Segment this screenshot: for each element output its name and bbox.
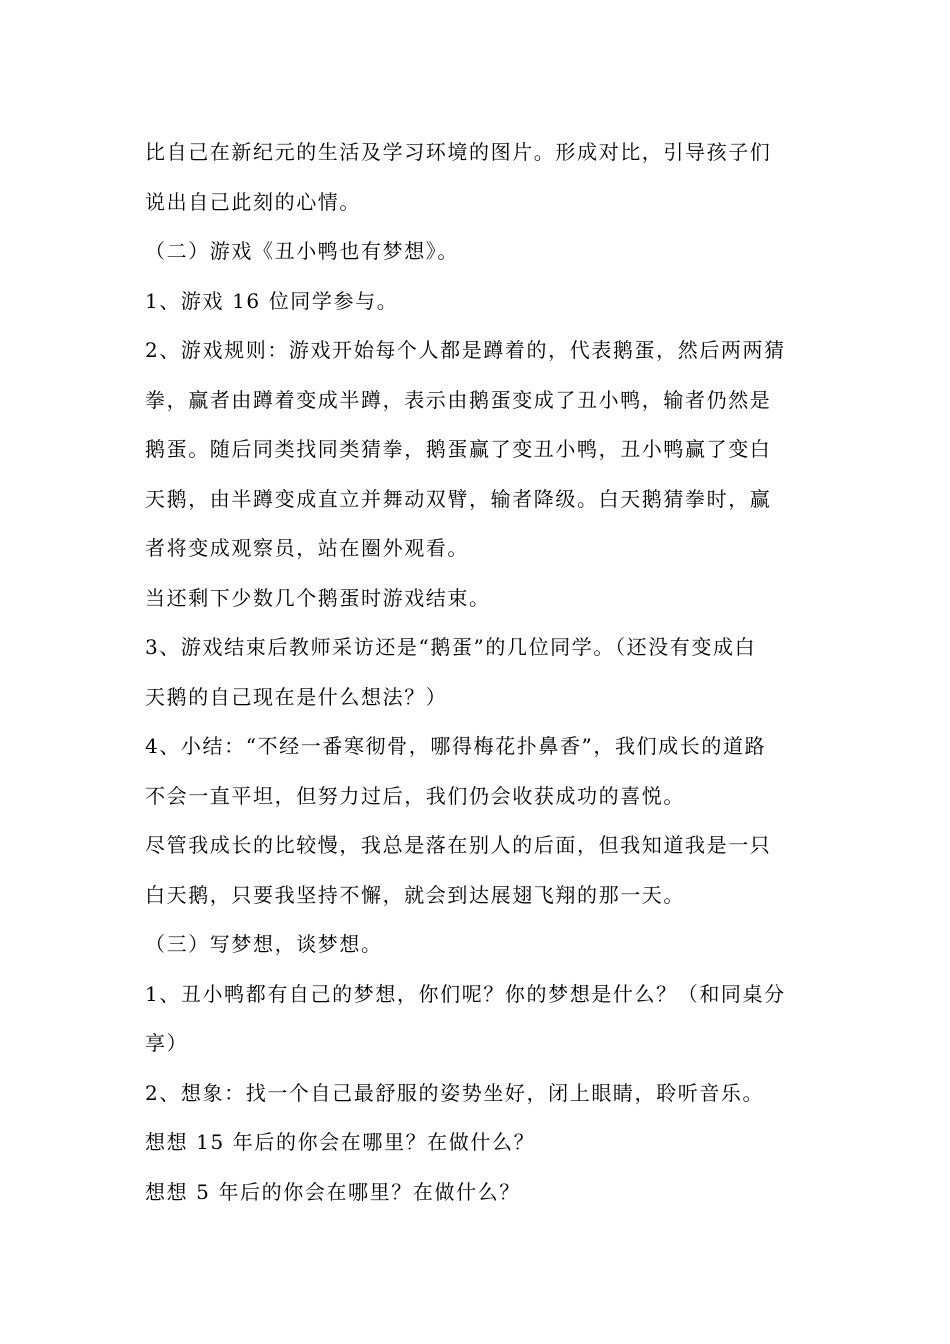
text-line: 不会一直平坦，但努力过后，我们仍会收获成功的喜悦。 (145, 783, 685, 808)
text-line: 1、丑小鸭都有自己的梦想，你们呢？你的梦想是什么？（和同桌分 (145, 981, 786, 1006)
text-line: 说出自己此刻的心情。 (145, 189, 361, 214)
text-line: 想想 5 年后的你会在哪里？在做什么？ (145, 1179, 521, 1204)
text-line: 当还剩下少数几个鹅蛋时游戏结束。 (145, 585, 491, 610)
text-line: 天鹅，由半蹲变成直立并舞动双臂，输者降级。白天鹅猜拳时，赢 (145, 486, 772, 511)
text-line: 鹅蛋。随后同类找同类猜拳，鹅蛋赢了变丑小鸭，丑小鸭赢了变白 (145, 437, 772, 461)
document-body (145, 128, 817, 1217)
section-heading: （三）写梦想，谈梦想。 (145, 932, 383, 956)
text-line: 者将变成观察员，站在圈外观看。 (145, 536, 469, 560)
text-line: 白天鹅，只要我坚持不懈，就会到达展翅飞翔的那一天。 (145, 882, 685, 907)
text-line: 天鹅的自己现在是什么想法？） (145, 684, 448, 709)
text-line: 尽管我成长的比较慢，我总是落在别人的后面，但我知道我是一只 (145, 833, 772, 857)
text-line: 4、小结：“不经一番寒彻骨，哪得梅花扑鼻香”，我们成长的道路 (145, 734, 767, 758)
text-line: 想想 15 年后的你会在哪里？在做什么？ (145, 1130, 536, 1154)
text-line: 2、游戏规则：游戏开始每个人都是蹲着的，代表鹅蛋，然后两两猜 (145, 338, 786, 362)
text-line: 1、游戏 16 位同学参与。 (145, 288, 399, 313)
text-line: 享） (145, 1031, 189, 1055)
section-heading: （二）游戏《丑小鸭也有梦想》。 (145, 239, 459, 263)
text-line: 拳，赢者由蹲着变成半蹲，表示由鹅蛋变成了丑小鸭，输者仍然是 (145, 387, 772, 412)
text-line: 2、想象：找一个自己最舒服的姿势坐好，闭上眼睛，聆听音乐。 (145, 1080, 765, 1105)
text-line: 比自己在新纪元的生活及学习环境的图片。形成对比，引导孩子们 (145, 140, 772, 164)
text-line: 3、游戏结束后教师采访还是“鹅蛋”的几位同学。（还没有变成白 (145, 635, 757, 659)
